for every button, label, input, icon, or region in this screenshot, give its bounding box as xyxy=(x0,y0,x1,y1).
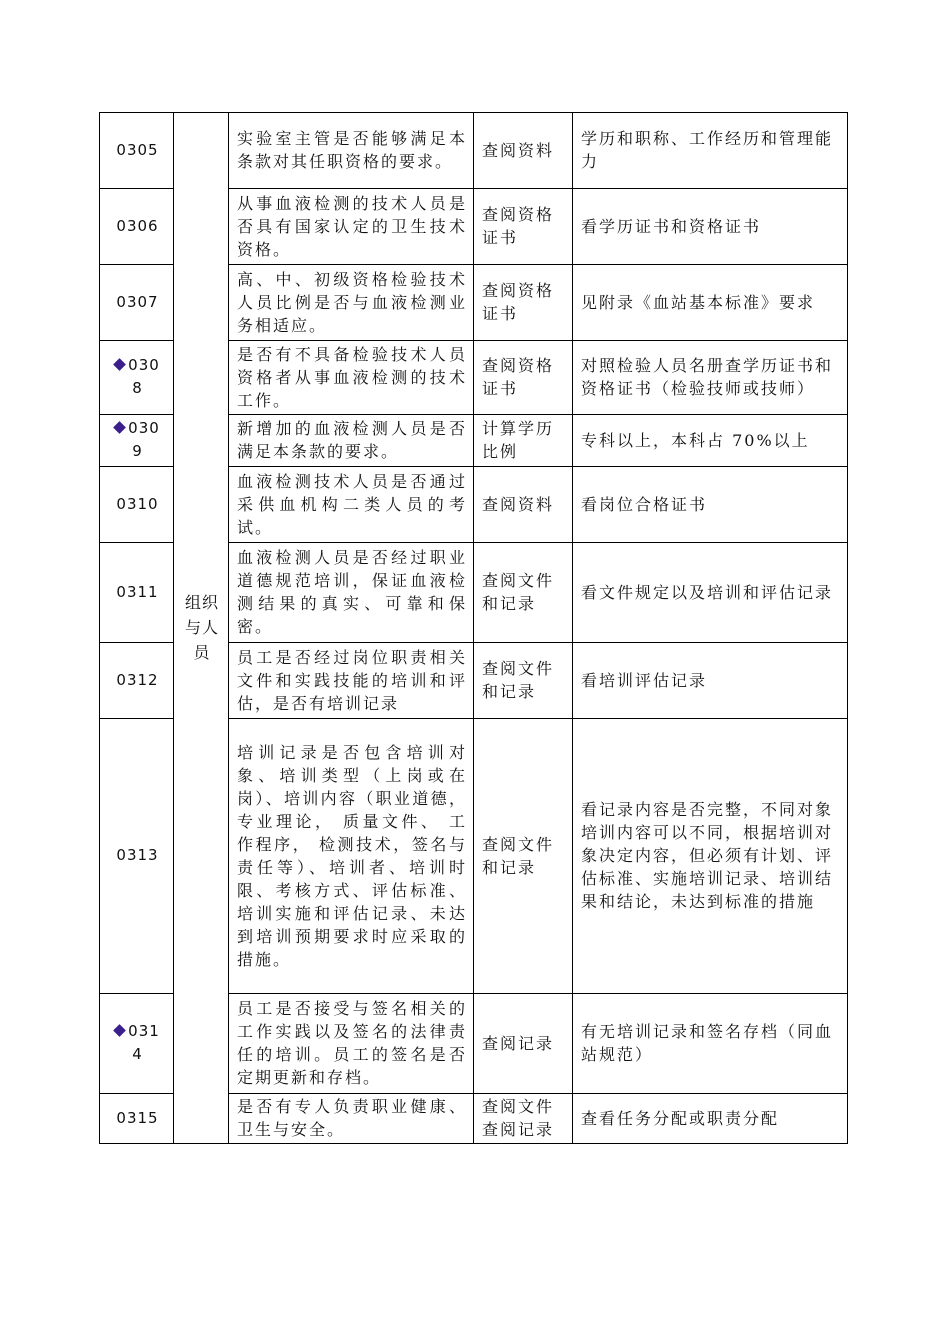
row-code: 0306 xyxy=(100,189,174,265)
check-item: 是否有专人负责职业健康、卫生与安全。 xyxy=(229,1094,474,1144)
check-item: 培训记录是否包含培训对象、培训类型（上岗或在岗）、培训内容（职业道德， 专业理论， 质量文件、 工作程序， 检测技术，签名与责任等）、培训者、培训时限、考核方式、评估标准、培训实施和评估记录、未达到培训预期要求时应采取的措施。 xyxy=(229,719,474,994)
check-method xyxy=(474,1094,573,1144)
check-method: 查阅资格证书 xyxy=(474,265,573,341)
check-note: 学历和职称、工作经历和管理能力 xyxy=(573,113,848,189)
row-code-part-b: 4 xyxy=(132,1045,143,1063)
check-method: 查阅记录 xyxy=(474,994,573,1094)
table-row xyxy=(100,113,848,189)
row-code: 0315 xyxy=(100,1094,174,1144)
check-item: 员工是否接受与签名相关的工作实践以及签名的法律责任的培训。员工的签名是否定期更新和存档。 xyxy=(229,994,474,1094)
row-code-part-a: 031 xyxy=(128,1022,160,1040)
check-item: 从事血液检测的技术人员是否具有国家认定的卫生技术资格。 xyxy=(229,189,474,265)
check-method: 计算学历比例 xyxy=(474,415,573,467)
check-note: 对照检验人员名册查学历证书和资格证书（检验技师或技师） xyxy=(573,341,848,415)
row-code: 0312 xyxy=(100,643,174,719)
check-note: 查看任务分配或职责分配 xyxy=(573,1094,848,1144)
row-code: 0307 xyxy=(100,265,174,341)
row-code-part-b: 9 xyxy=(132,442,143,460)
category-cell: 组织与人员 xyxy=(174,113,229,1144)
key-item-diamond-icon xyxy=(113,1024,126,1037)
row-code-part-a: 030 xyxy=(128,356,160,374)
check-note: 见附录《血站基本标准》要求 xyxy=(573,265,848,341)
row-code xyxy=(100,341,174,415)
check-method-line-1: 查阅文件 xyxy=(482,1097,555,1116)
check-method: 查阅文件和记录 xyxy=(474,543,573,643)
check-item: 员工是否经过岗位职责相关文件和实践技能的培训和评估，是否有培训记录 xyxy=(229,643,474,719)
check-note: 专科以上，本科占 70%以上 xyxy=(573,415,848,467)
check-method: 查阅资格证书 xyxy=(474,189,573,265)
check-method: 查阅资格证书 xyxy=(474,341,573,415)
check-method: 查阅文件和记录 xyxy=(474,719,573,994)
check-item: 高、中、初级资格检验技术人员比例是否与血液检测业务相适应。 xyxy=(229,265,474,341)
check-note: 有无培训记录和签名存档（同血站规范） xyxy=(573,994,848,1094)
check-note: 看文件规定以及培训和评估记录 xyxy=(573,543,848,643)
check-item: 血液检测人员是否经过职业道德规范培训，保证血液检测结果的真实、可靠和保密。 xyxy=(229,543,474,643)
inspection-table xyxy=(99,112,848,1144)
check-note: 看培训评估记录 xyxy=(573,643,848,719)
check-item: 新增加的血液检测人员是否满足本条款的要求。 xyxy=(229,415,474,467)
check-method: 查阅资料 xyxy=(474,113,573,189)
check-note: 看记录内容是否完整，不同对象培训内容可以不同，根据培训对象决定内容，但必须有计划、评估标准、实施培训记录、培训结果和结论，未达到标准的措施 xyxy=(573,719,848,994)
row-code xyxy=(100,994,174,1094)
row-code-part-b: 8 xyxy=(132,379,143,397)
row-code xyxy=(100,415,174,467)
check-note: 看岗位合格证书 xyxy=(573,467,848,543)
row-code: 0305 xyxy=(100,113,174,189)
check-note: 看学历证书和资格证书 xyxy=(573,189,848,265)
key-item-diamond-icon xyxy=(113,421,126,434)
key-item-diamond-icon xyxy=(113,358,126,371)
check-method: 查阅资料 xyxy=(474,467,573,543)
check-item: 是否有不具备检验技术人员资格者从事血液检测的技术工作。 xyxy=(229,341,474,415)
row-code: 0310 xyxy=(100,467,174,543)
check-method-line-2: 查阅记录 xyxy=(482,1120,555,1139)
row-code: 0313 xyxy=(100,719,174,994)
row-code: 0311 xyxy=(100,543,174,643)
check-item: 实验室主管是否能够满足本条款对其任职资格的要求。 xyxy=(229,113,474,189)
check-item: 血液检测技术人员是否通过采供血机构二类人员的考试。 xyxy=(229,467,474,543)
check-method: 查阅文件和记录 xyxy=(474,643,573,719)
row-code-part-a: 030 xyxy=(128,419,160,437)
